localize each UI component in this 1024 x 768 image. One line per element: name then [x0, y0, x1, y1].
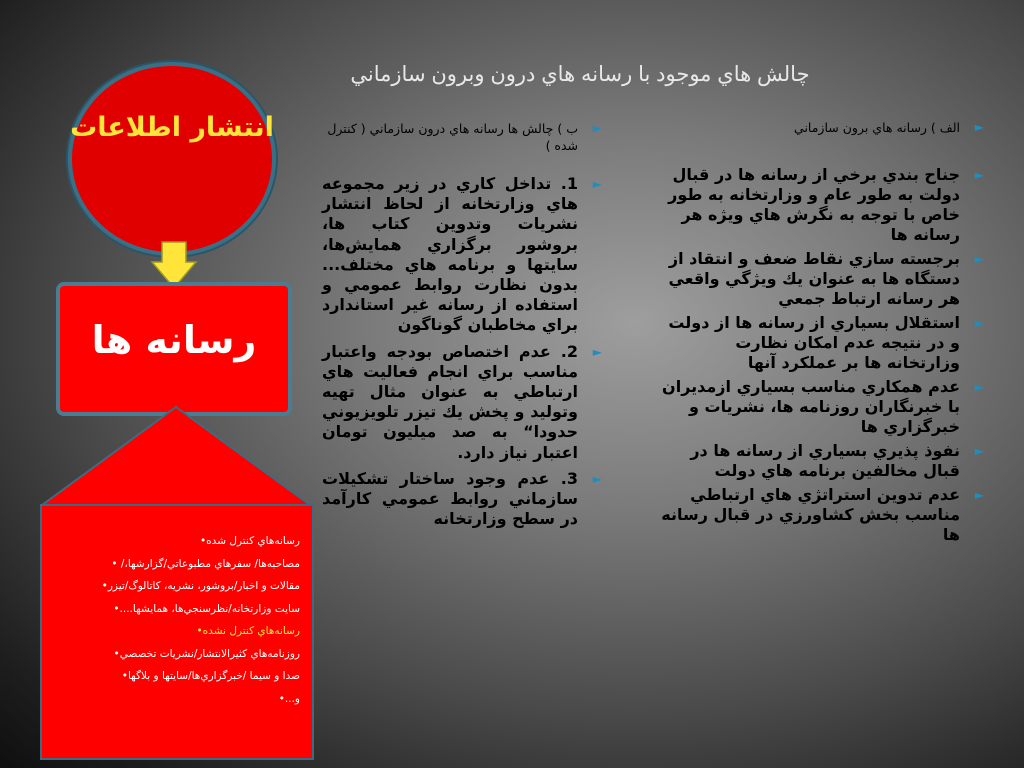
list-item [322, 120, 602, 154]
item-text: استقلال بسياري از رسانه ها از دولت و در نتيجه عدم امكان نظارت وزارتخانه ها بر عملكرد آنها [668, 313, 960, 372]
triangle-bullet-icon: ► [592, 177, 602, 191]
list-item [660, 377, 984, 437]
list-item [660, 313, 984, 373]
info-dissemination-circle [68, 62, 276, 256]
triangle-bullet-icon: ► [974, 252, 984, 266]
triangle-bullet-icon: ► [974, 380, 984, 394]
external-media-column [660, 120, 984, 549]
list-item [660, 249, 984, 309]
item-text: 1. تداخل كاري در زير مجموعه هاي وزارتخانه از لحاظ انتشار نشريات وتدوين كتاب ها، بروشور برگزاري همايش‌ها، سايتها و برنامه هاي مختلف... بدون نظارت روابط عمومي و استفاده از رسانه غير استاندارد براي مخاطبان گوناگون [322, 174, 578, 335]
triangle-bullet-icon: ► [974, 488, 984, 502]
item-text: عدم تدوين استراتژي هاي ارتباطي مناسب بخش كشاورزي در قبال رسانه ها [661, 485, 960, 544]
triangle-bullet-icon: ► [974, 444, 984, 458]
list-item: رسانه‌هاي کنترل نشده• [196, 625, 300, 637]
list-item: مصاحبه‌ها/ سفرهاي مطبوعاتي/گزارشها،/ • [111, 557, 300, 570]
item-text: عدم همكاري مناسب بسياري ازمديران با خبرنگاران روزنامه ها، نشريات و خبرگزاري ها [662, 377, 960, 436]
list-item [322, 341, 602, 463]
list-item [660, 165, 984, 245]
list-item [660, 441, 984, 481]
triangle-bullet-icon: ► [592, 121, 602, 135]
triangle-bullet-icon: ► [974, 168, 984, 182]
slide-title: چالش هاي موجود با رسانه هاي درون وبرون سازماني [350, 63, 810, 86]
list-item [660, 485, 984, 545]
media-label: رسانه ها [91, 318, 257, 362]
column-heading: ب ) چالش ها رسانه هاي درون سازماني ( كنترل شده ) [327, 121, 578, 153]
item-text: نفوذ پذيري بسياري از رسانه ها در قبال مخالفين برنامه هاي دولت [690, 441, 960, 480]
item-text: جناح بندي برخي از رسانه ها در قبال دولت به طور عام و وزارتخانه به طور خاص با توجه به نگرش هاي ويژه هر رسانه ها [668, 165, 960, 244]
triangle-bullet-icon: ► [974, 316, 984, 330]
list-item [322, 174, 602, 336]
circle-label: انتشار اطلاعات [70, 112, 274, 143]
list-item [660, 120, 984, 135]
internal-media-column [322, 120, 602, 535]
item-text: برجسته سازي نقاط ضعف و انتقاد از دستگاه ها به عنوان يك ويژگي واقعي هر رسانه ارتباط جمعي [668, 249, 960, 308]
triangle-bullet-icon: ► [974, 120, 984, 134]
item-text: 3. عدم وجود ساختار تشكيلات سازماني روابط عمومي كارآمد در سطح وزارتخانه [322, 468, 578, 529]
item-text: 2. عدم اختصاص بودجه واعتبار مناسب براي انجام فعاليت هاي ارتباطي به عنوان مثال تهيه وتوليد و پخش يك تيزر تلويزيوني حدودا“ به صد ميليون تومان اعتبار نياز دارد. [322, 341, 578, 462]
triangle-bullet-icon: ► [592, 471, 602, 486]
list-item: رسانه‌هاي کنترل شده• [199, 535, 300, 547]
list-item: و...• [278, 692, 300, 705]
list-item: سايت وزارتخانه/نظرسنجي‌ها، همايشها....• [113, 602, 300, 615]
red-up-arrow-icon [40, 405, 312, 507]
list-item: صدا و سيما /خبرگزاري‌ها/سايتها و بلاگها• [121, 670, 300, 682]
list-item: روزنامه‌هاي کثيرالانتشار/نشريات تخصصي• [113, 647, 300, 660]
column-heading: الف ) رسانه هاي برون سازماني [794, 120, 960, 135]
triangle-bullet-icon: ► [592, 344, 602, 359]
list-item: مقالات و اخبار/بروشور، نشريه، کاتالوگ/تيزر• [101, 580, 300, 592]
list-item [322, 468, 602, 530]
media-types-list [46, 530, 300, 710]
